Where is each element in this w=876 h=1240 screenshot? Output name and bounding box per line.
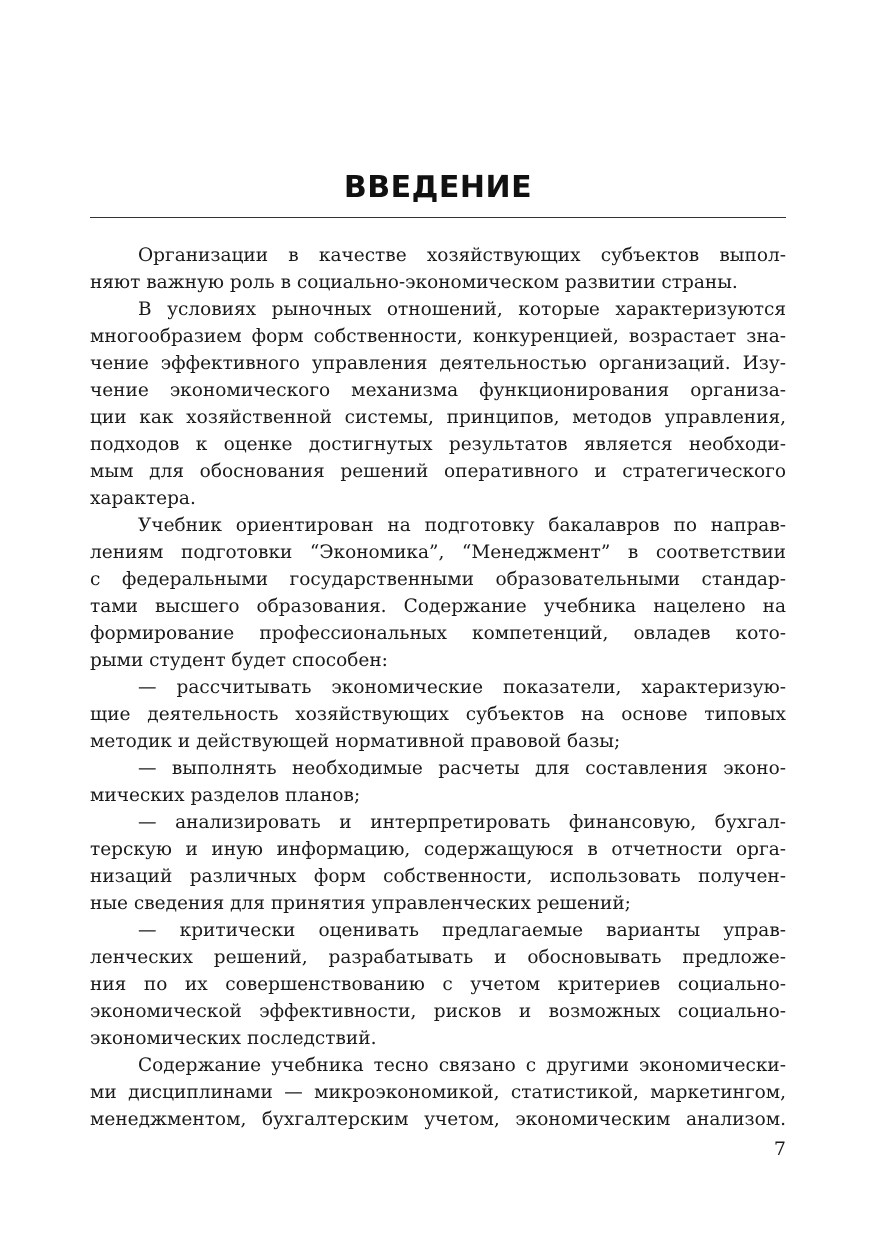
text-line: няют важную роль в социально-экономическом развитии страны. bbox=[90, 272, 738, 293]
text-line: ные сведения для принятия управленческих решений; bbox=[90, 893, 631, 914]
text-line: характера. bbox=[90, 488, 196, 509]
text-line: с федеральными государственными образовательными стандар- bbox=[90, 569, 786, 590]
text-line: лениям подготовки “Экономика”, “Менеджмент” в соответствии bbox=[90, 542, 786, 563]
page-number: 7 bbox=[773, 1138, 786, 1160]
text-line: — рассчитывать экономические показатели, характеризую- bbox=[138, 677, 786, 698]
text-line: — выполнять необходимые расчеты для составления эконо- bbox=[138, 758, 786, 779]
text-line: менеджментом, бухгалтерским учетом, экономическим анализом. bbox=[90, 1109, 786, 1130]
text-line: чение экономического механизма функционирования организа- bbox=[90, 380, 786, 401]
text-line: Содержание учебника тесно связано с другими экономически- bbox=[138, 1055, 786, 1076]
text-line: Организации в качестве хозяйствующих субъектов выпол- bbox=[138, 245, 786, 266]
text-line: щие деятельность хозяйствующих субъектов на основе типовых bbox=[90, 704, 786, 725]
text-line: чение эффективного управления деятельностью организаций. Изу- bbox=[90, 353, 786, 374]
text-line: ния по их совершенствованию с учетом критериев социально- bbox=[90, 974, 786, 995]
text-line: тами высшего образования. Содержание учебника нацелено на bbox=[90, 596, 786, 617]
text-line: методик и действующей нормативной правовой базы; bbox=[90, 731, 621, 752]
text-line: формирование профессиональных компетенций, овладев кото- bbox=[90, 623, 786, 644]
text-line: В условиях рыночных отношений, которые характеризуются bbox=[138, 299, 786, 320]
chapter-heading: ВВЕДЕНИЕ bbox=[343, 170, 533, 205]
heading-rule bbox=[90, 217, 786, 218]
text-line: — анализировать и интерпретировать финансовую, бухгал- bbox=[138, 812, 786, 833]
text-line: подходов к оценке достигнутых результатов является необходи- bbox=[90, 434, 786, 455]
text-line: экономических последствий. bbox=[90, 1028, 377, 1049]
text-line: ми дисциплинами — микроэкономикой, статистикой, маркетингом, bbox=[90, 1082, 786, 1103]
text-line: многообразием форм собственности, конкуренцией, возрастает зна- bbox=[90, 326, 786, 347]
text-line: экономической эффективности, рисков и возможных социально- bbox=[90, 1001, 786, 1022]
text-line: Учебник ориентирован на подготовку бакалавров по направ- bbox=[138, 515, 786, 536]
text-line: ленческих решений, разрабатывать и обосновывать предложе- bbox=[90, 947, 786, 968]
page bbox=[90, 0, 786, 1240]
text-line: терскую и иную информацию, содержащуюся в отчетности орга- bbox=[90, 839, 786, 860]
text-line: ции как хозяйственной системы, принципов, методов управления, bbox=[90, 407, 786, 428]
text-line: низаций различных форм собственности, использовать получен- bbox=[90, 866, 786, 887]
text-line: рыми студент будет способен: bbox=[90, 650, 388, 671]
text-line: мических разделов планов; bbox=[90, 785, 361, 806]
text-line: — критически оценивать предлагаемые варианты управ- bbox=[138, 920, 786, 941]
text-line: мым для обоснования решений оперативного и стратегического bbox=[90, 461, 786, 482]
